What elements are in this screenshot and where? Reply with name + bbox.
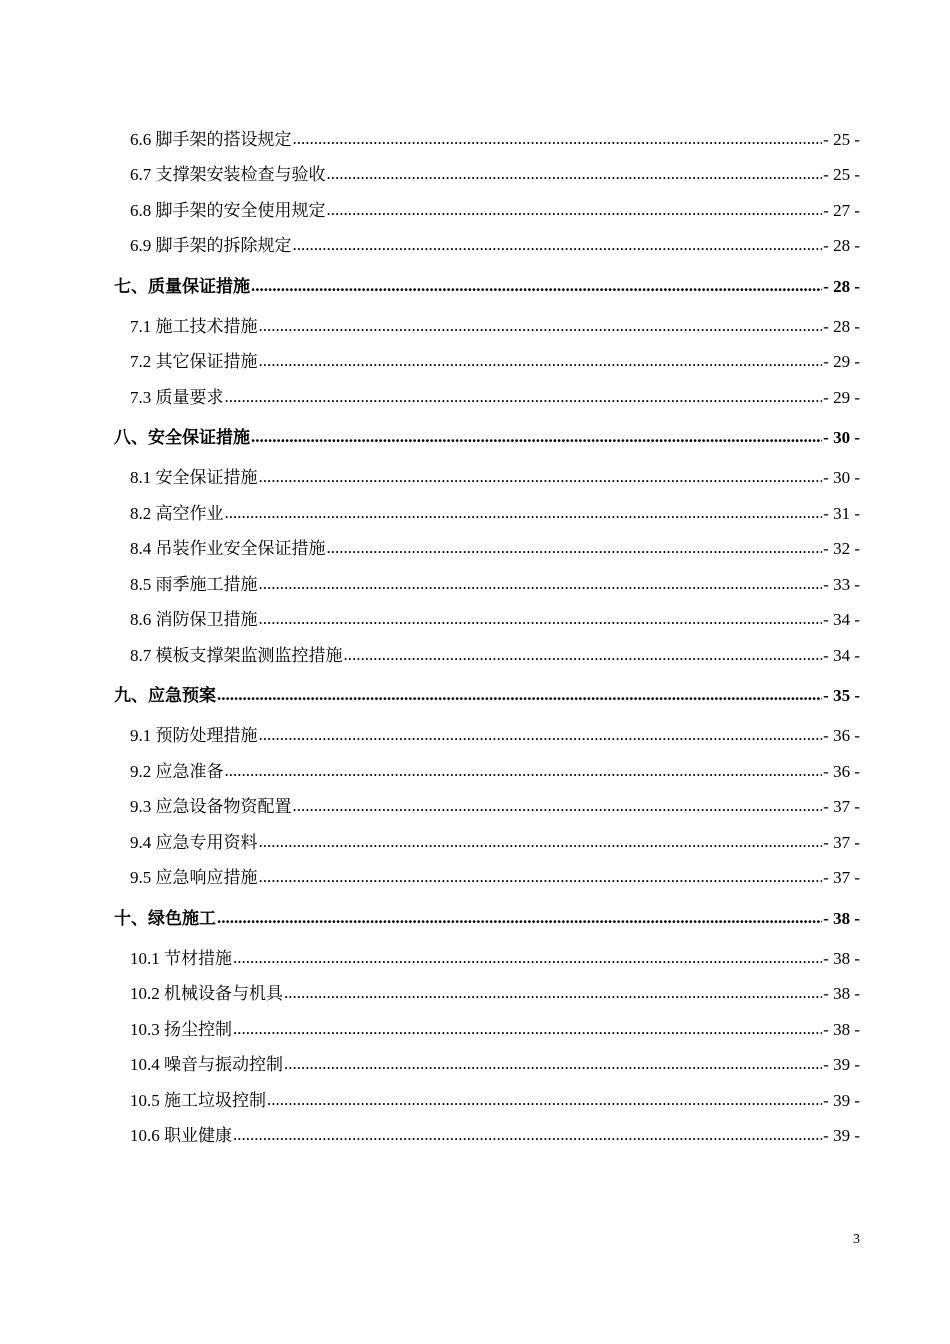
toc-entry[interactable]: [114, 496, 860, 532]
toc-entry-title: 9.2 应急准备: [130, 761, 224, 781]
toc-entry-title: 10.6 职业健康: [130, 1126, 232, 1146]
toc-entry-page: - 39 -: [823, 1090, 860, 1110]
toc-entry-page: - 37 -: [823, 797, 860, 817]
toc-entry-title: 8.7 模板支撑架监测监控措施: [130, 645, 343, 665]
toc-leader-dots: [259, 867, 823, 887]
toc-entry-title: 10.5 施工垃圾控制: [130, 1090, 266, 1110]
page-number: 3: [853, 1232, 860, 1247]
toc-entry[interactable]: [114, 638, 860, 674]
toc-entry-title: 6.6 脚手架的搭设规定: [130, 129, 292, 149]
toc-entry-title: 9.4 应急专用资料: [130, 832, 258, 852]
toc-entry-page: - 38 -: [823, 948, 860, 968]
toc-entry[interactable]: [114, 345, 860, 381]
toc-leader-dots: [251, 427, 822, 447]
toc-leader-dots: [217, 908, 822, 928]
toc-entry-page: - 29 -: [823, 352, 860, 372]
toc-entry-page: - 32 -: [823, 539, 860, 559]
toc-leader-dots: [284, 1054, 822, 1074]
toc-entry-title: 7.2 其它保证措施: [130, 352, 258, 372]
toc-section-page: - 35 -: [823, 686, 860, 705]
toc-entry-page: - 29 -: [823, 387, 860, 407]
toc-entry-title: 10.1 节材措施: [130, 948, 232, 968]
toc-entry-page: - 30 -: [823, 468, 860, 488]
toc-entry-title: 9.5 应急响应措施: [130, 868, 258, 888]
toc-entry[interactable]: [114, 229, 860, 265]
toc-leader-dots: [251, 276, 822, 296]
toc-entry[interactable]: [114, 532, 860, 568]
toc-entry-page: - 38 -: [823, 1019, 860, 1039]
toc-entry[interactable]: [114, 941, 860, 977]
toc-entry-title: 7.1 施工技术措施: [130, 316, 258, 336]
toc-entry[interactable]: [114, 309, 860, 345]
toc-entry-title: 9.1 预防处理措施: [130, 726, 258, 746]
toc-entry-title: 8.6 消防保卫措施: [130, 610, 258, 630]
toc-entry[interactable]: [114, 1083, 860, 1119]
toc-leader-dots: [327, 164, 823, 184]
toc-entry-page: - 37 -: [823, 832, 860, 852]
toc-section-page: - 38 -: [823, 908, 860, 928]
toc-leader-dots: [293, 129, 823, 149]
toc-leader-dots: [233, 1125, 822, 1145]
toc-entry[interactable]: [114, 790, 860, 826]
toc-entry[interactable]: [114, 193, 860, 229]
toc-entry[interactable]: [114, 122, 860, 158]
toc-entry-page: - 33 -: [823, 574, 860, 594]
toc-entry[interactable]: [114, 861, 860, 897]
toc-leader-dots: [284, 983, 822, 1003]
toc-entry-title: 10.2 机械设备与机具: [130, 984, 283, 1004]
toc-leader-dots: [267, 1090, 822, 1110]
toc-section-page: - 28 -: [823, 276, 860, 296]
toc-leader-dots: [225, 387, 823, 407]
toc-section[interactable]: [114, 264, 860, 309]
toc-entry[interactable]: [114, 977, 860, 1013]
toc-entry-title: 6.7 支撑架安装检查与验收: [130, 165, 326, 185]
toc-section-title: 八、安全保证措施: [114, 428, 250, 447]
toc-leader-dots: [293, 796, 823, 816]
toc-entry-page: - 39 -: [823, 1126, 860, 1146]
toc-entry-page: - 36 -: [823, 726, 860, 746]
toc-section-title: 九、应急预案: [114, 686, 216, 705]
toc-entry[interactable]: [114, 1048, 860, 1084]
table-of-contents: [114, 122, 860, 1154]
toc-entry[interactable]: [114, 825, 860, 861]
toc-entry-page: - 28 -: [823, 236, 860, 256]
toc-entry-title: 8.2 高空作业: [130, 503, 224, 523]
toc-entry-title: 8.5 雨季施工措施: [130, 574, 258, 594]
toc-entry-title: 6.9 脚手架的拆除规定: [130, 236, 292, 256]
toc-entry-title: 10.3 扬尘控制: [130, 1019, 232, 1039]
toc-entry[interactable]: [114, 380, 860, 416]
toc-entry[interactable]: [114, 603, 860, 639]
toc-leader-dots: [225, 761, 823, 781]
toc-section[interactable]: [114, 416, 860, 461]
toc-leader-dots: [259, 574, 823, 594]
toc-leader-dots: [327, 538, 823, 558]
toc-entry[interactable]: [114, 754, 860, 790]
toc-entry-page: - 27 -: [823, 200, 860, 220]
toc-entry-title: 8.4 吊装作业安全保证措施: [130, 539, 326, 559]
toc-entry-page: - 25 -: [823, 129, 860, 149]
toc-leader-dots: [259, 609, 823, 629]
toc-leader-dots: [233, 1019, 822, 1039]
toc-entry[interactable]: [114, 719, 860, 755]
toc-leader-dots: [293, 235, 823, 255]
toc-entry[interactable]: [114, 567, 860, 603]
toc-entry[interactable]: [114, 158, 860, 194]
toc-leader-dots: [259, 832, 823, 852]
toc-leader-dots: [344, 645, 823, 665]
toc-leader-dots: [259, 467, 823, 487]
toc-section-page: - 30 -: [823, 428, 860, 447]
toc-section[interactable]: [114, 674, 860, 719]
toc-section-title: 七、质量保证措施: [114, 276, 250, 296]
toc-entry[interactable]: [114, 461, 860, 497]
toc-entry[interactable]: [114, 1119, 860, 1155]
toc-entry-page: - 37 -: [823, 868, 860, 888]
toc-entry-title: 8.1 安全保证措施: [130, 468, 258, 488]
toc-entry-page: - 34 -: [823, 610, 860, 630]
toc-entry-page: - 34 -: [823, 645, 860, 665]
toc-entry[interactable]: [114, 1012, 860, 1048]
toc-entry-page: - 38 -: [823, 984, 860, 1004]
toc-entry-page: - 28 -: [823, 316, 860, 336]
toc-leader-dots: [217, 685, 822, 705]
toc-entry-page: - 31 -: [823, 503, 860, 523]
toc-entry-page: - 39 -: [823, 1055, 860, 1075]
toc-leader-dots: [259, 351, 823, 371]
toc-leader-dots: [259, 316, 823, 336]
toc-entry-title: 7.3 质量要求: [130, 387, 224, 407]
toc-entry-title: 10.4 噪音与振动控制: [130, 1055, 283, 1075]
toc-entry-page: - 25 -: [823, 165, 860, 185]
toc-section-title: 十、绿色施工: [114, 908, 216, 928]
toc-entry-title: 6.8 脚手架的安全使用规定: [130, 200, 326, 220]
toc-section[interactable]: [114, 896, 860, 941]
toc-leader-dots: [225, 503, 823, 523]
toc-entry-title: 9.3 应急设备物资配置: [130, 797, 292, 817]
toc-leader-dots: [259, 725, 823, 745]
toc-entry-page: - 36 -: [823, 761, 860, 781]
toc-leader-dots: [233, 948, 822, 968]
toc-leader-dots: [327, 200, 823, 220]
